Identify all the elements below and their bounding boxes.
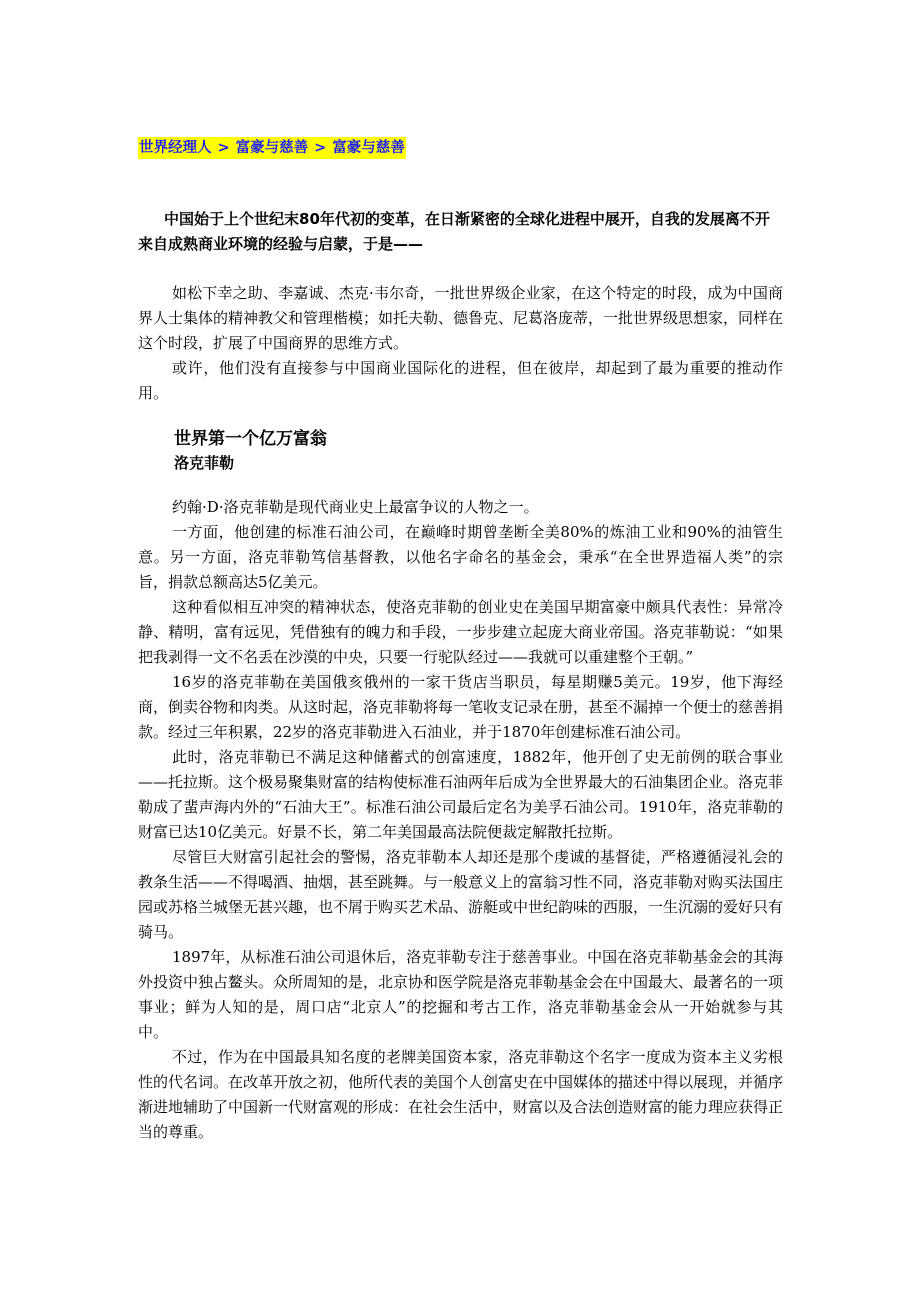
preface-paragraph: 如松下幸之助、李嘉诚、杰克·韦尔奇，一批世界级企业家，在这个特定的时段，成为中国商界人士集体的精神教父和管理楷模；如托夫勒、德鲁克、尼葛洛庞蒂，一批世界级思想家，同样在这个时段，扩展了中国商界的思维方式。 xyxy=(138,284,784,352)
preface-block xyxy=(138,281,783,406)
breadcrumb-separator: > xyxy=(217,140,230,156)
body-paragraph: 约翰·D·洛克菲勒是现代商业史上最富争议的人物之一。 xyxy=(172,498,539,516)
body-paragraph: 尽管巨大财富引起社会的警惕，洛克菲勒本人却还是那个虔诚的基督徒，严格遵循浸礼会的教条生活——不得喝酒、抽烟，甚至跳舞。与一般意义上的富翁习性不同，洛克菲勒对购买法国庄园或苏格兰城堡无甚兴趣，也不屑于购买艺术品、游艇或中世纪韵味的西服，一生沉溺的爱好只有骑马。 xyxy=(138,848,784,941)
body-paragraph: 此时，洛克菲勒已不满足这种储蓄式的创富速度，1882年，他开创了史无前例的联合事业——托拉斯。这个极易聚集财富的结构使标准石油两年后成为全世界最大的石油集团企业。洛克菲勒成了蜚声海内外的“石油大王”。标准石油公司最后定名为美孚石油公司。1910年，洛克菲勒的财富已达10亿美元。好景不长，第二年美国最高法院便裁定解散托拉斯。 xyxy=(138,748,784,841)
breadcrumb-item-2[interactable]: 富豪与慈善 xyxy=(235,140,309,156)
section-title: 世界第一个亿万富翁 xyxy=(174,429,327,449)
breadcrumb-item-1[interactable]: 世界经理人 xyxy=(139,140,212,156)
breadcrumb-separator: > xyxy=(314,140,327,156)
preface-paragraph: 或许，他们没有直接参与中国商业国际化的进程，但在彼岸，却起到了最为重要的推动作用。 xyxy=(138,359,783,402)
article-body xyxy=(138,495,783,1145)
breadcrumb-item-3[interactable]: 富豪与慈善 xyxy=(332,140,405,156)
section-subtitle: 洛克菲勒 xyxy=(174,454,235,472)
body-paragraph: 这种看似相互冲突的精神状态，使洛克菲勒的创业史在美国早期富豪中颇具代表性：异常冷静、精明，富有远见，凭借独有的魄力和手段，一步步建立起庞大商业帝国。洛克菲勒说：“如果把我剥得一文不名丢在沙漠的中央，只要一行驼队经过——我就可以重建整个王朝。” xyxy=(138,598,783,666)
intro-paragraph: 中国始于上个世纪末80年代初的变革，在日渐紧密的全球化进程中展开，自我的发展离不开来自成熟商业环境的经验与启蒙，于是—— xyxy=(138,210,770,253)
body-paragraph: 1897年，从标准石油公司退休后，洛克菲勒专注于慈善事业。中国在洛克菲勒基金会的其海外投资中独占鳌头。众所周知的是，北京协和医学院是洛克菲勒基金会在中国最大、最著名的一项事业；鲜为人知的是，周口店“北京人”的挖掘和考古工作，洛克菲勒基金会从一开始就参与其中。 xyxy=(138,948,784,1041)
body-paragraph: 不过，作为在中国最具知名度的老牌美国资本家，洛克菲勒这个名字一度成为资本主义劣根性的代名词。在改革开放之初，他所代表的美国个人创富史在中国媒体的描述中得以展现，并循序渐进地辅助了中国新一代财富观的形成：在社会生活中，财富以及合法创造财富的能力理应获得正当的尊重。 xyxy=(138,1048,784,1141)
body-paragraph: 16岁的洛克菲勒在美国俄亥俄州的一家干货店当职员，每星期赚5美元。19岁，他下海经商，倒卖谷物和肉类。从这时起，洛克菲勒将每一笔收支记录在册，甚至不漏掉一个便士的慈善捐款。经过三年积累，22岁的洛克菲勒进入石油业，并于1870年创建标准石油公司。 xyxy=(138,673,784,741)
breadcrumb xyxy=(138,137,406,159)
body-paragraph: 一方面，他创建的标准石油公司，在巅峰时期曾垄断全美80%的炼油工业和90%的油管生意。另一方面，洛克菲勒笃信基督教，以他名字命名的基金会，秉承“在全世界造福人类”的宗旨，捐款总额高达5亿美元。 xyxy=(138,523,783,591)
